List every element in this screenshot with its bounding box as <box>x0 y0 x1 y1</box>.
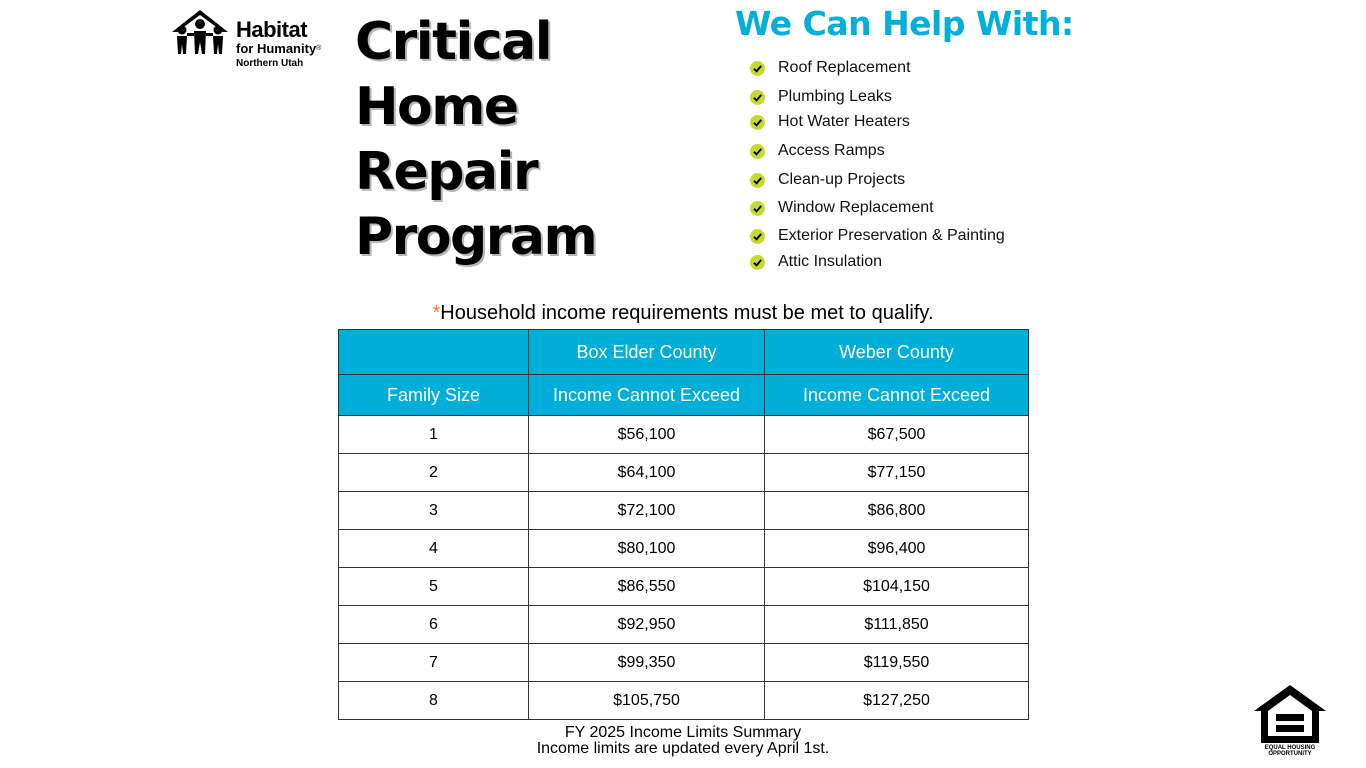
help-item <box>750 198 934 218</box>
help-item-label: Clean-up Projects <box>778 171 906 188</box>
table-cell: $56,100 <box>529 416 765 454</box>
table-row <box>339 492 1029 530</box>
table-cell: $67,500 <box>765 416 1029 454</box>
check-icon <box>750 229 765 244</box>
footer <box>0 725 1366 757</box>
table-cell: $64,100 <box>529 454 765 492</box>
county-header-cell: Weber County <box>765 330 1029 375</box>
table-cell: $92,950 <box>529 606 765 644</box>
table-cell: 8 <box>339 682 529 720</box>
help-item-label: Access Ramps <box>778 142 885 159</box>
table-cell: $99,350 <box>529 644 765 682</box>
help-item-label: Window Replacement <box>778 199 934 216</box>
income-table <box>338 329 1029 720</box>
logo-line2 <box>236 42 321 56</box>
title-line: Program <box>355 207 597 267</box>
table-cell: 7 <box>339 644 529 682</box>
check-icon <box>750 201 765 216</box>
check-icon <box>750 173 765 188</box>
table-cell: $105,750 <box>529 682 765 720</box>
table-cell: 6 <box>339 606 529 644</box>
county-header-row <box>339 330 1029 375</box>
logo-reg-mark: ® <box>316 45 322 52</box>
help-item <box>750 87 892 107</box>
county-header-cell: Box Elder County <box>529 330 765 375</box>
column-header-cell: Family Size <box>339 375 529 416</box>
help-item-label: Attic Insulation <box>778 253 883 270</box>
equal-housing-caption <box>1252 745 1328 757</box>
footer-line1: FY 2025 Income Limits Summary <box>564 724 802 741</box>
table-cell: $77,150 <box>765 454 1029 492</box>
help-item <box>750 170 905 190</box>
help-item-label: Exterior Preservation & Painting <box>778 227 1005 244</box>
table-cell: 5 <box>339 568 529 606</box>
note-asterisk: * <box>432 302 441 324</box>
table-cell: $96,400 <box>765 530 1029 568</box>
equal-housing-logo <box>1252 683 1328 759</box>
table-row <box>339 644 1029 682</box>
help-heading: We Can Help With: <box>735 4 1074 43</box>
table-cell: 1 <box>339 416 529 454</box>
table-row <box>339 454 1029 492</box>
table-row <box>339 606 1029 644</box>
check-icon <box>750 115 765 130</box>
help-item <box>750 112 910 132</box>
table-cell: $80,100 <box>529 530 765 568</box>
qualify-note <box>0 302 1366 325</box>
table-row <box>339 682 1029 720</box>
column-header-cell: Income Cannot Exceed <box>529 375 765 416</box>
help-item <box>750 226 1005 246</box>
table-row <box>339 568 1029 606</box>
table-row <box>339 530 1029 568</box>
table-cell: $86,800 <box>765 492 1029 530</box>
table-cell: 3 <box>339 492 529 530</box>
help-item-label: Hot Water Heaters <box>778 113 910 130</box>
footer-line2: Income limits are updated every April 1st. <box>536 740 830 757</box>
help-item-label: Plumbing Leaks <box>778 88 892 105</box>
title-line: Repair <box>355 142 538 202</box>
check-icon <box>750 61 765 76</box>
table-cell: $119,550 <box>765 644 1029 682</box>
habitat-people-house-icon <box>168 6 232 56</box>
check-icon <box>750 90 765 105</box>
help-item-label: Roof Replacement <box>778 59 911 76</box>
help-item <box>750 141 885 161</box>
equal-housing-caption1: EQUAL HOUSING <box>1264 745 1316 751</box>
table-cell: $72,100 <box>529 492 765 530</box>
logo-line1: Habitat <box>236 17 308 42</box>
equal-housing-icon <box>1252 683 1328 745</box>
note-text: Household income requirements must be met to qualify. <box>440 302 934 324</box>
column-header-cell: Income Cannot Exceed <box>765 375 1029 416</box>
logo-line2-text: for Humanity <box>236 41 317 56</box>
title-line: Critical <box>355 12 552 72</box>
help-item <box>750 252 882 272</box>
county-header-cell <box>339 330 529 375</box>
table-cell: $111,850 <box>765 606 1029 644</box>
table-cell: $127,250 <box>765 682 1029 720</box>
logo-line3: Northern Utah <box>236 58 304 69</box>
habitat-logo <box>168 6 328 72</box>
title-line: Home <box>355 77 518 137</box>
table-cell: $104,150 <box>765 568 1029 606</box>
help-item <box>750 58 911 78</box>
column-header-row <box>339 375 1029 416</box>
table-row <box>339 416 1029 454</box>
table-cell: 2 <box>339 454 529 492</box>
check-icon <box>750 144 765 159</box>
page-title <box>355 10 655 270</box>
table-cell: 4 <box>339 530 529 568</box>
table-cell: $86,550 <box>529 568 765 606</box>
equal-housing-caption2: OPPORTUNITY <box>1268 751 1312 757</box>
check-icon <box>750 255 765 270</box>
